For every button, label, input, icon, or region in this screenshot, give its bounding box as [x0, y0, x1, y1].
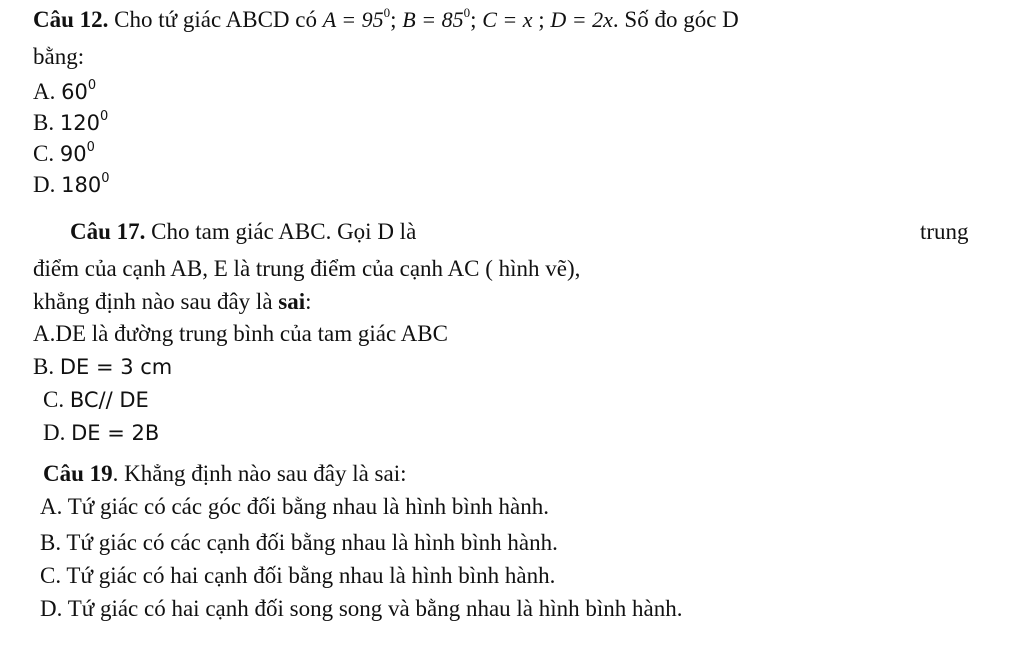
q12-question-line-2: bằng: — [33, 44, 85, 69]
q17-option-c: C. BC// DE — [43, 387, 149, 412]
q17-text: Cho tam giác ABC. Gọi D là — [151, 219, 417, 244]
q17-option-c-value: BC// DE — [69, 388, 149, 412]
q12-option-c-value: $90^0$ — [59, 140, 95, 166]
q17-option-d: D. DE = 2B — [43, 420, 160, 445]
q19-option-b: B. Tứ giác có các cạnh đối bằng nhau là hình bình hành. — [40, 530, 558, 555]
q12-option-a-value: $60^0$ — [61, 78, 97, 104]
q12-option-c: C. $90^0$ — [33, 140, 95, 166]
q12-tail: . Số đo góc D — [612, 7, 739, 32]
q12-label: Câu 12. — [33, 7, 109, 32]
q19-label: Câu 19 — [43, 461, 113, 486]
q12-option-b: B. $120^0$ — [33, 109, 109, 135]
q12-option-d: D. $180^0$ — [33, 171, 110, 197]
q17-option-a: A.DE là đường trung bình của tam giác ABC — [33, 321, 448, 346]
q19-question-line — [43, 460, 406, 488]
q12-text: Cho tứ giác ABCD có — [114, 7, 318, 32]
q17-question-line — [70, 218, 416, 246]
q17-emphasis-sai: sai — [278, 289, 306, 314]
q17-label: Câu 17. — [70, 219, 146, 244]
q17-question-line-3: khẳng định nào sau đây là sai: — [33, 289, 312, 314]
q17-option-d-value: DE = 2B — [71, 421, 160, 445]
q12-angle-c: C = x — [482, 7, 533, 32]
q12-angle-b: $B = 85^0$ — [402, 5, 471, 32]
q17-option-b-value: DE = 3 cm — [59, 355, 173, 379]
q12-option-a: A. $60^0$ — [33, 78, 97, 104]
q17-question-line-2: điểm của cạnh AB, E là trung điểm của cạnh AC ( hình vẽ), — [33, 256, 581, 281]
q17-option-b: B. DE = 3 cm — [33, 354, 173, 379]
q12-angle-d: D = 2x — [550, 7, 613, 32]
q19-text: . Khẳng định nào sau đây là sai: — [112, 461, 407, 486]
q19-option-d: D. Tứ giác có hai cạnh đối song song và bằng nhau là hình bình hành. — [40, 596, 683, 621]
q12-angle-a: $A = 95^0$ — [322, 5, 391, 32]
q12-option-b-value: $120^0$ — [59, 109, 109, 135]
q17-question-line-right: trung — [920, 219, 969, 244]
q12-question-line: Câu 12. Cho tứ giác ABCD có $A = 95^0$; $B = 85^0$; C = x ; D = 2x. Số đo góc D — [33, 5, 739, 32]
q19-option-c: C. Tứ giác có hai cạnh đối bằng nhau là hình bình hành. — [40, 563, 556, 588]
q19-option-a: A. Tứ giác có các góc đối bằng nhau là hình bình hành. — [40, 494, 549, 519]
q12-option-d-value: $180^0$ — [61, 171, 110, 197]
